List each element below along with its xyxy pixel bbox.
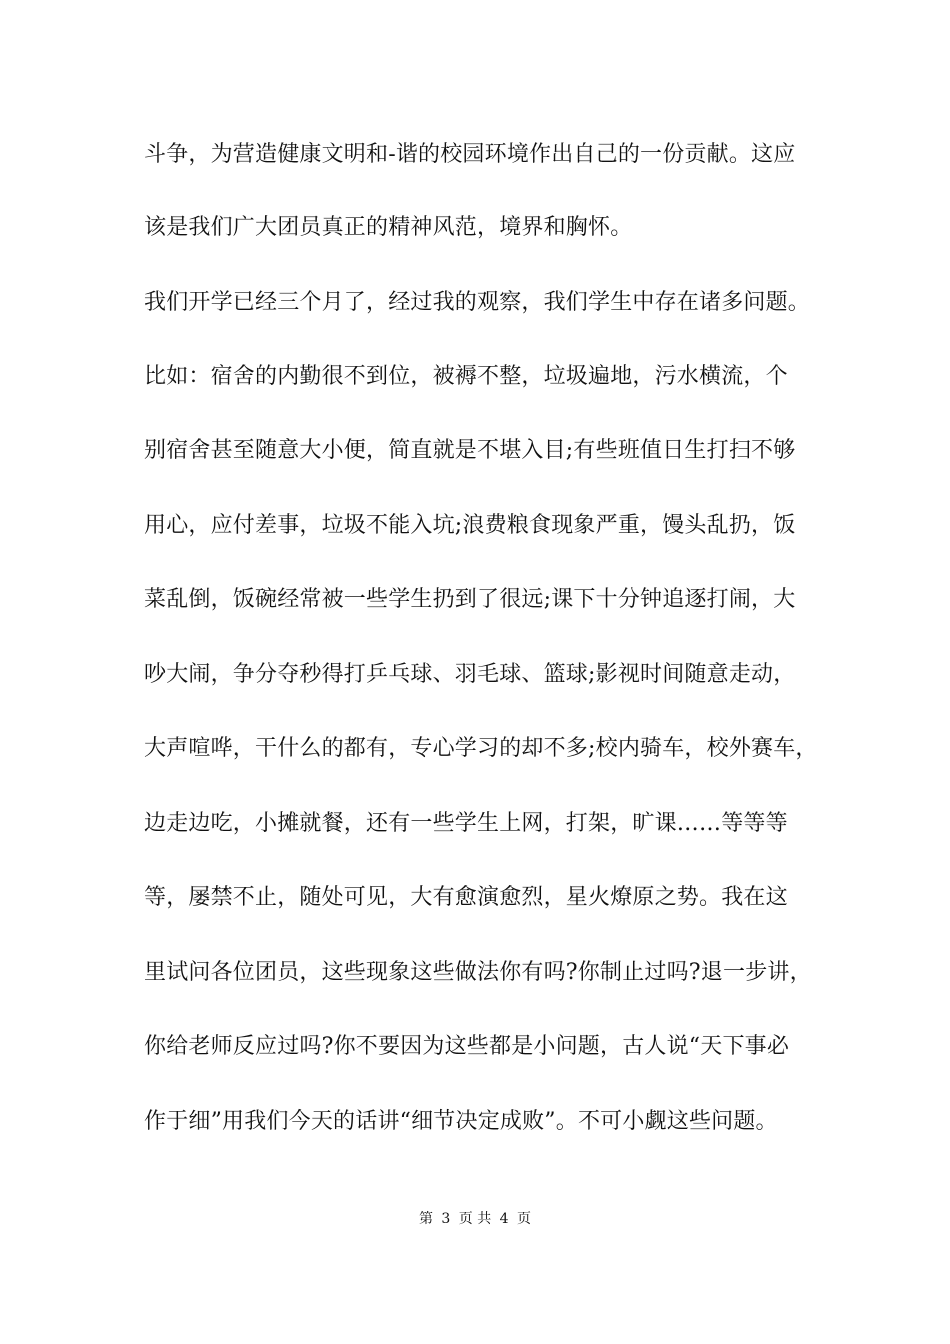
text-line-3: 我们开学已经三个月了，经过我的观察，我们学生中存在诸多问题。 <box>144 290 811 315</box>
text-line-14: 作于细”用我们今天的话讲“细节决定成败”。不可小觑这些问题。 <box>144 1109 778 1134</box>
text-line-2: 该是我们广大团员真正的精神风范，境界和胸怀。 <box>144 215 633 240</box>
text-line-7: 菜乱倒，饭碗经常被一些学生扔到了很远;课下十分钟追逐打闹，大 <box>144 587 796 612</box>
text-line-13: 你给老师反应过吗?你不要因为这些都是小问题，古人说“天下事必 <box>144 1034 790 1059</box>
text-line-4: 比如：宿舍的内勤很不到位，被褥不整，垃圾遍地，污水横流，个 <box>144 364 788 389</box>
text-line-11: 等，屡禁不止，随处可见，大有愈演愈烈，星火燎原之势。我在这 <box>144 885 788 910</box>
page-footer <box>0 1210 950 1228</box>
footer-page-number: 3 <box>441 1211 451 1227</box>
footer-prefix: 第 <box>418 1211 433 1227</box>
text-line-5: 别宿舍甚至随意大小便，简直就是不堪入目;有些班值日生打扫不够 <box>144 438 796 463</box>
text-line-8: 吵大闹，争分夺秒得打乒乓球、羽毛球、篮球;影视时间随意走动， <box>144 662 796 687</box>
footer-total-pages: 4 <box>499 1211 509 1227</box>
text-line-9: 大声喧哗，干什么的都有，专心学习的却不多;校内骑车，校外赛车， <box>144 736 818 761</box>
footer-suffix: 页 <box>517 1211 532 1227</box>
text-line-6: 用心，应付差事，垃圾不能入坑;浪费粮食现象严重，馒头乱扔，饭 <box>144 513 796 538</box>
text-line-1: 斗争，为营造健康文明和-谐的校园环境作出自己的一份贡献。这应 <box>144 142 796 167</box>
footer-middle: 页 共 <box>458 1211 492 1227</box>
text-line-12: 里试问各位团员，这些现象这些做法你有吗?你制止过吗?退一步讲， <box>144 960 812 985</box>
text-line-10: 边走边吃，小摊就餐，还有一些学生上网，打架，旷课……等等等 <box>144 811 788 836</box>
